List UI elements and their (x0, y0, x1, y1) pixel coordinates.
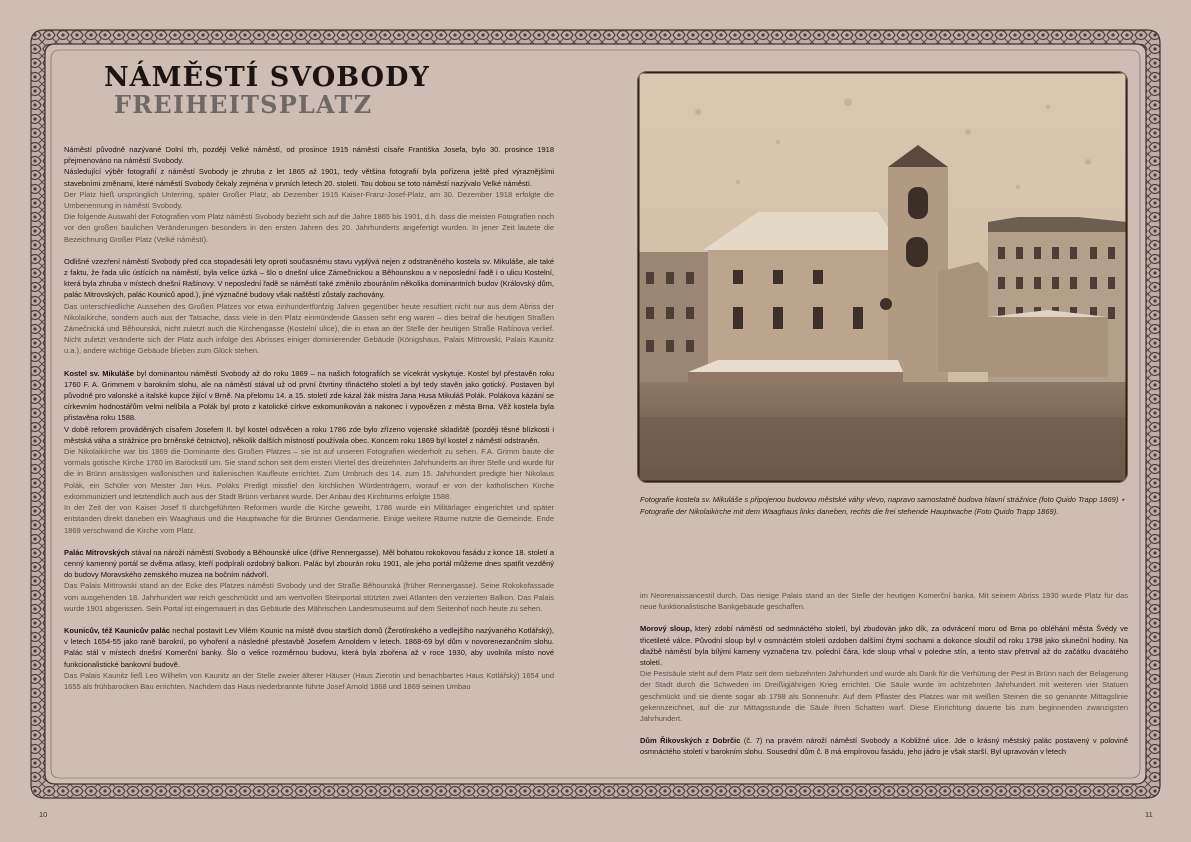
paragraph-text: Die Nikolaikirche war bis 1869 die Dominante des Großen Platzes – sie ist auf unseren Fotografien wiederholt zu sehen. F.A. Grimm baute die vormals gotische Kirche 1760 im Barockstil um. Sie stand schon seit dem ersten Viertel des dreizehnten Jahrhunderts an ihrer Stelle und wurde für die in Brünn ansässigen wallonischen und italienischen Kaufleute errichtet. Zum Umbruch des 14. zum 15. Jahrhundert predigte hier Nikolaus Polák, ein Schüler von Meister Jan Hus. Poláks Predigt missfiel den kirchlichen Würdenträgern, worauf er von der katholischen Kirche exkommuniziert und letztendlich auch aus der Stadt Brünn verbannt wurde. Der Anbau des Kirchturms erfolgte 1588. (64, 447, 554, 501)
paragraph-german (640, 668, 1128, 724)
paragraph-text: Odlišné vzezření náměstí Svobody před cca stopadesáti lety oproti současnému stavu vyplývá nejen z odstraněného kostela sv. Mikuláše, ale také z faktu, že řada ulic ústících na náměstí, byla velice úzká – šlo o dnešní ulice Zámečnickou a Běhounskou a v neposlední řadě i o ulicu Kostelní, která byla zhruba v místech dnešní Rašínovy. V neposlední řadě se náměstí také změnilo zbouráním několika dominantních budov (Královský dům, palác Mitrovských, palác Kouniců apod.), jiné význačné budovy však naštěstí zůstaly zachovány. (64, 256, 554, 300)
paragraph-german (64, 189, 554, 211)
paragraph-text: In der Zeit der von Kaiser Josef II durchgeführten Reformen wurde die Kirche geweiht, 1786 wurde ein Militärlager eingerichtet und später entstanden direkt daneben ein Waaghaus und die Hauptwache für die Brünner Gendarmerie. Einige weitere Räume nutzte die Gemeinde. Ende 1869 verschwand die Kirche vom Platz. (64, 503, 554, 535)
paragraph-german (64, 211, 554, 245)
paragraph-text: (č. 7) na pravém nároží náměstí Svobody a Kobližné ulice. Jde o krásný městský palác postavený v polovině osmnáctého století v barokním slohu. Sousední dům č. 8 má empírovou fasádu, jeho jádro je však starší. Byl upravován v letech (640, 736, 1129, 757)
paragraph-lead: Kostel sv. Mikuláše (64, 368, 134, 378)
paragraph-lead: Kounicův, též Kaunicův palác (64, 625, 170, 635)
paragraph-text: nechal postavit Lev Vilém Kounic na místě dvou starších domů (Žerotínského a vedlejšího nazývaného Kotlářský), v letech 1654-55 jako raně barokní, po vyhoření a následné přestavbě Josefem Arnoldem v letech. 1868-69 byl dům v novorenezančním slohu. Palác stál v místech dnešní Komerční banky. Šlo o velice rozměrnou budovu, která byla zbořena až v roce 1930, aby uvolnila místo nové funkcionalistické bankovní budově. (64, 625, 554, 669)
paragraph-lead: Dům Řikovských z Dobrčic (640, 736, 741, 746)
paragraph-text: který zdobí náměstí od sedmnáctého století, byl zbudován jako dík, za odvrácení moru od Brna po obléhání města Švédy ve třicetileté válce. Původní sloup byl v osmnáctém století ozdoben dalšími čtymi sochami a dokonce sloužil od roku 1798 jako sluneční hodiny. Na dlažbě náměstí byla bílými kameny vyznačena tzv. polední čára, kde sloup vrhal v poledne stín, a tento stav přetrval až do začátku dvacátého století. (640, 624, 1128, 668)
paragraph-text: Náměstí původně nazývané Dolní trh, později Velké náměstí, od prosince 1915 náměstí císaře Františka Josefa, bylo 30. prosince 1918 přejmenováno na náměstí Svobody. (64, 145, 554, 166)
title-german: FREIHEITSPLATZ (114, 90, 373, 119)
historic-photo-nikolaikirche (637, 71, 1128, 483)
paragraph-lead: Morový sloup, (640, 624, 692, 634)
paragraph-german (64, 446, 554, 502)
paragraph-text: byl dominantou náměstí Svobody až do roku 1869 – na našich fotografiích se vícekrát vyskytuje. Kostel byl přestavěn roku 1760 F. A. Grimmem v barokním slohu, ale na náměstí stával už od první čtvrtiny třináctého století a byl tedy stavěn jako gotický. Postaven byl původně pro valonské a italské kupce žijící v Brně. Na přelomu 14. a 15. století zde kázal žák mistra Jana Husa Mikuláš Polák. Polákova kázání se církevním hodnostářům velmi nelíbila a Polák byl proto z katolické církve exkomunikován a nakonec i vypovězen z města Brna. Věž kostela byla přistavěna roku 1588. (64, 368, 555, 423)
photo-caption: Fotografie kostela sv. Mikuláše s připojenou budovou městské váhy vlevo, napravo samostatně budova hlavní strážnice (foto Quido Trapp 1869) ⋆ Fotografie der Nikolaikirche mit dem Waaghaus links daneben, rechts die frei stehende Hauptwache (Foto Quido Trapp 1869). (640, 495, 1126, 516)
paragraph-spacer (64, 614, 554, 625)
paragraph-spacer (640, 612, 1128, 623)
paragraph-czech (64, 256, 554, 301)
paragraph-text: Die Pestsäule steht auf dem Platz seit dem siebzehnten Jahrhundert und wurde als Dank für die Verhütung der Pest in Brünn nach der Belagerung der Stadt durch die Schweden im Dreißigjährigen Krieg errichtet. Die Säule wurde im achtzehnten Jahrhundert mit weiteren vier Statuen geschmückt und sie diente sogar ab 1798 als Sonnenuhr. Auf dem Pflaster des Platzes war mit weißen Steinen die so genannte Mittagslinie gekennzeichnet, auf die zur Mittagsstunde die Säule ihren Schatten warf. Diese Einrichtung dauerte bis zum beginnenden zwanzigsten Jahrhundert. (640, 669, 1128, 724)
paragraph-german (64, 301, 554, 357)
paragraph-german (64, 670, 554, 692)
paragraph-text: Das Palais Mittrowski stand an der Ecke des Platzes náměstí Svobody und der Straße Běhounská (früher Rennergasse). Seine Rokokofassade vom ausgehenden 18. Jahrhundert war reich geschmückt und am wertvollen Steinportal stützten zwei Atlanten den verzierten Balkon. Das Palais wurde 1901 abgerissen. Sein Portal ist eingemauert in das Gebäude des Mährischen Landesmuseums auf dem Seitenhof noch heute zu sehen. (64, 581, 554, 613)
paragraph-czech (64, 166, 554, 188)
church-photo-illustration (638, 72, 1127, 482)
paragraph-spacer (64, 245, 554, 256)
paragraph-text: Der Platz hieß ursprünglich Unterring, später Großer Platz, ab Dezember 1915 Kaiser-Franz-Josef-Platz, am 30. Dezember 1918 erfolgte die Umbenennung in náměstí Svobody. (64, 189, 554, 211)
paragraph-text: Die folgende Auswahl der Fotografien vom Platz náměstí Svobody bezieht sich auf die Jahre 1865 bis 1901, d.h. dass die meisten Fotografien noch vor den großen baulichen Veränderungen besonders in den ersten Jahren des 20. Jahrhunderts angefertigt wurden. In jener Zeit lautete die Bezeichnung Großer Platz (Velké náměstí). (64, 212, 554, 244)
paragraph-german (64, 502, 554, 536)
paragraph-spacer (640, 724, 1128, 735)
paragraph-czech (640, 735, 1128, 757)
paragraph-text: stával na nároží náměstí Svobody a Běhounské ulice (dříve Rennergasse). Měl bohatou rokokovou fasádu z konce 18. století a cenný kamenný portál se dvěma atlasy, kteří podpírali ozdobný balkon. Palác byl zbourán roku 1901, ale jeho portál můžeme dnes spatřit vezděný do budovy Moravského zemského muzea na bočním nádvoří. (64, 547, 555, 580)
page-number-right: 11 (1145, 810, 1153, 819)
paragraph-spacer (64, 357, 554, 368)
paragraph-text: Das Palais Kaunitz ließ Leo Wilhelm von Kaunitz an der Stelle zweier älterer Häuser (Haus Zierotin und benachbartes Haus Kotlářský) 1654 und 1655 als frühbarocken Bau errichten. Nachdem das Haus niederbrannte führte Josef Arnold 1868 und 1869 seinen Umbau (64, 670, 554, 691)
page-number-left: 10 (39, 810, 48, 819)
paragraph-czech (640, 623, 1128, 668)
paragraph-spacer (64, 536, 554, 547)
paragraph-czech (64, 424, 554, 446)
left-text-column (64, 144, 554, 692)
paragraph-german (64, 580, 554, 614)
paragraph-text: Das unterschiedliche Aussehen des Großen Platzes vor etwa einhundertfünfzig Jahren gegenüber heute resultiert nicht nur aus dem Abriss der Nikolaikirche, sondern auch aus der Tatsache, dass viele in den Platz einmündende Gassen sehr eng waren – dies betraf die heutigen Straßen Zámečnická und Běhounská, nicht zuletzt auch die Kirchengasse (Kostelní ulice), die in etwa an der Stelle der heutigen Straße Rašínova verlief. Nicht zuletzt veränderte sich der Platz auch infolge des Abrisses einiger dominierender Gebäude (Königshaus, Palais Mittrowski, Palais Kaunitz u.a.), andere wichtige Gebäude blieben zum Glück stehen. (64, 301, 554, 356)
paragraph-czech (64, 144, 554, 166)
paragraph-text: V době reforem prováděných císařem Josefem II. byl kostel odsvěcen a roku 1786 zde bylo zřízeno vojenské skladiště (později těsné blízkosti i městská váha a strážnice pro brněnské četnictvo), několik dalších místností používala obec. Koncem roku 1869 byl kostel z náměstí odstraněn. (64, 424, 554, 445)
title-czech: NÁMĚSTÍ SVOBODY (104, 62, 430, 93)
paragraph-czech (64, 625, 554, 670)
paragraph-text: Následující výběr fotografií z náměstí Svobody je zhruba z let 1865 až 1901, tedy většina fotografií byla pořízena ještě před výraznějšími stavebními změnami, které náměstí Svobody čekaly zejména v prvních letech 20. století. Tou dobou se toto náměstí nazývalo Velké náměstí. (64, 167, 554, 188)
right-text-column (640, 590, 1128, 758)
paragraph-czech (64, 368, 554, 424)
paragraph-czech (64, 547, 554, 581)
paragraph-lead: Palác Mitrovských (64, 547, 130, 557)
paragraph-text: im Neorenaissancestil durch. Das riesige Palais stand an der Stelle der heutigen Komerční banka. Mit seinem Abriss 1930 wurde Platz für das neue funktionalistische Bankgebäude geschaffen. (640, 591, 1128, 612)
paragraph-german (640, 590, 1128, 612)
